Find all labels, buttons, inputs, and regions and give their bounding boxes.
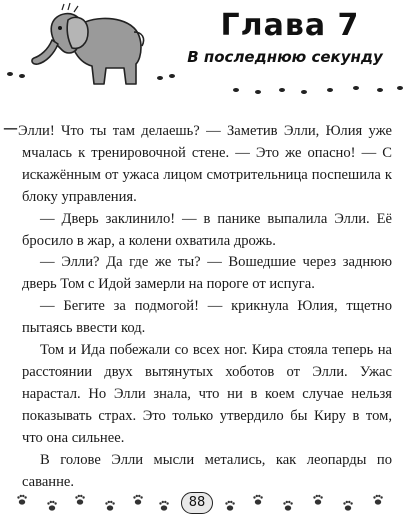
chapter-body xyxy=(4,112,392,493)
chapter-header xyxy=(0,0,410,100)
paragraph: В голове Элли мысли метались, как леопарды по саванне. xyxy=(22,451,392,490)
paragraph: Том и Ида побежали со всех ног. Кира стояла теперь на расстоянии двух вытянутых хоботов от Элли. Ужас нарастал. Но Элли знала, что ни в коем случае нельзя показывать страх. Это только утвердило бы Киру в том, что она сильнее. xyxy=(22,342,392,446)
dropcap: – xyxy=(4,112,17,141)
paragraph: — Дверь заклинило! — в панике выпалила Элли. Её бросило в жар, а колени охватила дрожь. xyxy=(22,210,392,249)
chapter-subtitle: В последнюю секунду xyxy=(187,48,383,66)
chapter-title: Глава 7 xyxy=(220,8,360,43)
page-number: 88 xyxy=(181,492,213,514)
paw-print-icon xyxy=(0,60,410,100)
paragraph: — Элли? Да где же ты? — Вошедшие через заднюю дверь Том с Идой замерли на пороге от испуга. xyxy=(22,254,392,293)
paragraph xyxy=(4,112,392,209)
paragraph: — Бегите за подмогой! — крикнула Юлия, тщетно пытаясь ввести код. xyxy=(22,298,392,337)
paragraph-text: Элли! Что ты там делаешь? — Заметив Элли, Юлия уже мчалась к тренировочной стене. — Это же опасно! — С искажённым от ужаса лицом смотрительница поспешила к блоку управления. xyxy=(18,123,392,205)
